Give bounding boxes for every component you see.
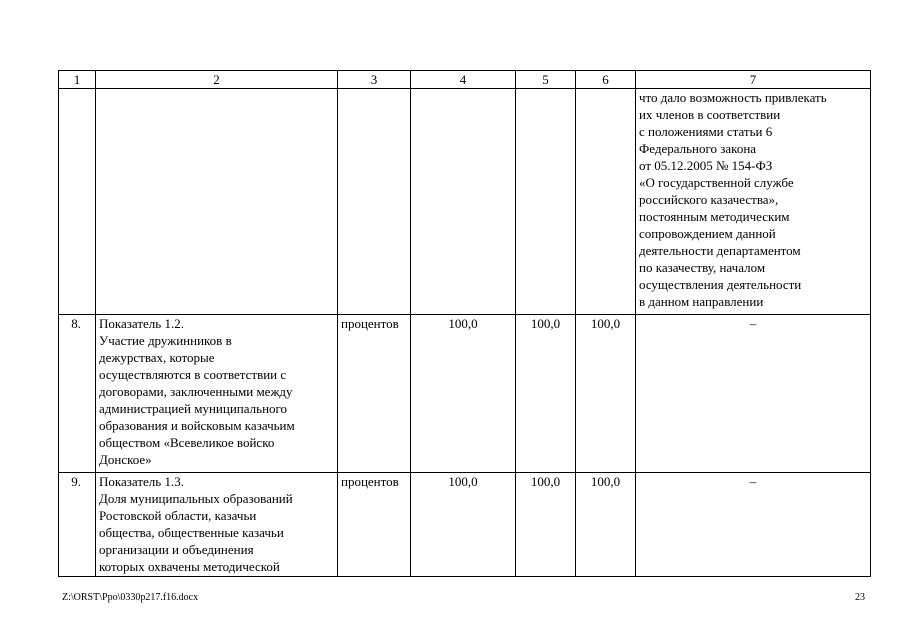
header-col-3: 3 (338, 71, 411, 89)
indicator-line: Доля муниципальных образований (99, 491, 293, 506)
cont-line: в данном направлении (639, 294, 764, 309)
value-col-5: 100,0 (516, 315, 576, 473)
note-cell: – (636, 315, 871, 473)
cont-col-5 (516, 89, 576, 315)
cont-line: деятельности департаментом (639, 243, 801, 258)
cont-line: с положениями статьи 6 (639, 124, 773, 139)
header-col-2: 2 (96, 71, 338, 89)
indicator-line: обществом «Всевеликое войско (99, 435, 275, 450)
cont-line: постоянным методическим (639, 209, 790, 224)
cont-line: их членов в соответствии (639, 107, 781, 122)
indicator-line: осуществляются в соответствии с (99, 367, 287, 382)
indicator-line: Показатель 1.2. (99, 316, 184, 331)
indicator-line: которых охвачены методической (99, 559, 280, 574)
value-col-4: 100,0 (411, 315, 516, 473)
header-col-7: 7 (636, 71, 871, 89)
table-row (59, 315, 871, 473)
row-number: 8. (59, 315, 96, 473)
value-col-5: 100,0 (516, 473, 576, 577)
cont-line: что дало возможность привлекать (639, 90, 827, 105)
cont-col-3 (338, 89, 411, 315)
header-col-5: 5 (516, 71, 576, 89)
cont-line: осуществления деятельности (639, 277, 802, 292)
cont-line: от 05.12.2005 № 154-ФЗ (639, 158, 773, 173)
indicator-line: организации и объединения (99, 542, 254, 557)
indicator-line: образования и войсковым казачьим (99, 418, 295, 433)
header-col-4: 4 (411, 71, 516, 89)
header-row (59, 71, 871, 89)
cont-col-1 (59, 89, 96, 315)
continuation-row (59, 89, 871, 315)
row-number: 9. (59, 473, 96, 577)
indicator-table (58, 70, 871, 577)
indicator-cell (96, 315, 338, 473)
indicator-line: дежурствах, которые (99, 350, 215, 365)
unit-cell: процентов (338, 473, 411, 577)
value-col-6: 100,0 (576, 315, 636, 473)
unit-cell: процентов (338, 315, 411, 473)
cont-col-4 (411, 89, 516, 315)
indicator-line: Показатель 1.3. (99, 474, 184, 489)
note-cell: – (636, 473, 871, 577)
indicator-line: Ростовской области, казачьи (99, 508, 257, 523)
indicator-line: администрацией муниципального (99, 401, 288, 416)
footer-file-path: Z:\ORST\Ppo\0330p217.f16.docx (62, 592, 199, 603)
page-number: 23 (855, 592, 865, 603)
cont-line: сопровождением данной (639, 226, 776, 241)
cont-line: по казачеству, началом (639, 260, 766, 275)
cont-line: «О государственной службе (639, 175, 794, 190)
indicator-line: общества, общественные казачьи (99, 525, 284, 540)
indicator-line: договорами, заключенными между (99, 384, 293, 399)
cont-col-7-text (636, 89, 871, 315)
indicator-cell (96, 473, 338, 577)
table-row (59, 473, 871, 577)
indicator-line: Донское» (99, 452, 152, 467)
header-col-6: 6 (576, 71, 636, 89)
cont-col-6 (576, 89, 636, 315)
cont-line: российского казачества», (639, 192, 779, 207)
indicator-line: Участие дружинников в (99, 333, 232, 348)
value-col-6: 100,0 (576, 473, 636, 577)
cont-col-2 (96, 89, 338, 315)
value-col-4: 100,0 (411, 473, 516, 577)
header-col-1: 1 (59, 71, 96, 89)
cont-line: Федерального закона (639, 141, 757, 156)
